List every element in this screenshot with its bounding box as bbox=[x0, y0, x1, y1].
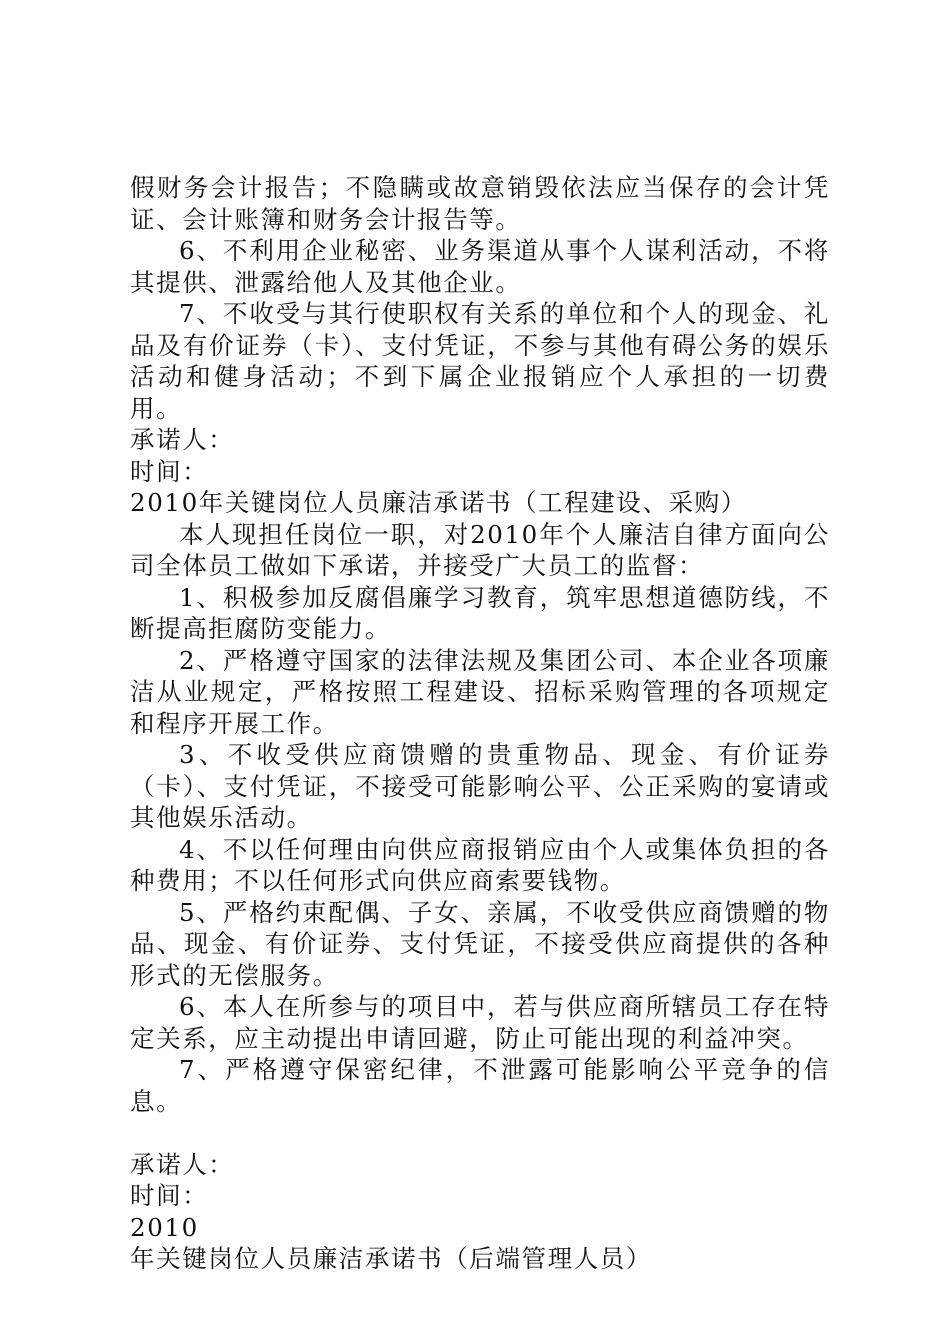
paragraph-continuation: 假财务会计报告；不隐瞒或故意销毁依法应当保存的会计凭证、会计账簿和财务会计报告等。 bbox=[130, 173, 830, 234]
signatory-label-2: 承诺人： bbox=[130, 1149, 235, 1179]
paragraph-item-3: 3、不收受供应商馈赠的贵重物品、现金、有价证券（卡）、支付凭证，不接受可能影响公平、公正采购的宴请或其他娱乐活动。 bbox=[130, 740, 830, 832]
section-title: 2010年关键岗位人员廉洁承诺书（工程建设、采购） bbox=[130, 488, 747, 517]
paragraph-item-7b: 7、严格遵守保密纪律，不泄露可能影响公平竞争的信息。 bbox=[130, 1055, 830, 1116]
paragraph-item-7: 7、不收受与其行使职权有关系的单位和个人的现金、礼品及有价证券（卡）、支付凭证，不参与其他有碍公务的娱乐活动和健身活动；不到下属企业报销应个人承担的一切费用。 bbox=[130, 299, 830, 423]
paragraph-item-6b: 6、本人在所参与的项目中，若与供应商所辖员工存在特定关系，应主动提出申请回避，防止可能出现的利益冲突。 bbox=[130, 992, 830, 1053]
paragraph-item-4: 4、不以任何理由向供应商报销应由个人或集体负担的各种费用；不以任何形式向供应商索要钱物。 bbox=[130, 834, 830, 895]
paragraph-intro: 本人现担任岗位一职，对2010年个人廉洁自律方面向公司全体员工做如下承诺，并接受广大员工的监督： bbox=[130, 519, 830, 580]
date-label-2: 时间： bbox=[130, 1181, 209, 1210]
paragraph-item-5: 5、严格约束配偶、子女、亲属，不收受供应商馈赠的物品、现金、有价证券、支付凭证，不接受供应商提供的各种形式的无偿服务。 bbox=[130, 897, 830, 990]
paragraph-item-1: 1、积极参加反腐倡廉学习教育，筑牢思想道德防线，不断提高拒腐防变能力。 bbox=[130, 582, 830, 643]
blank-line bbox=[130, 1117, 830, 1149]
document-body bbox=[130, 172, 830, 1275]
signatory-label: 承诺人： bbox=[130, 425, 235, 454]
year-label: 2010 bbox=[130, 1212, 199, 1242]
paragraph-item-6: 6、不利用企业秘密、业务渠道从事个人谋利活动，不将其提供、泄露给他人及其他企业。 bbox=[130, 236, 830, 297]
paragraph-item-2: 2、严格遵守国家的法律法规及集团公司、本企业各项廉洁从业规定，严格按照工程建设、招标采购管理的各项规定和程序开展工作。 bbox=[130, 645, 830, 738]
date-label: 时间： bbox=[130, 456, 209, 486]
section-title-2: 年关键岗位人员廉洁承诺书（后端管理人员） bbox=[130, 1244, 652, 1273]
